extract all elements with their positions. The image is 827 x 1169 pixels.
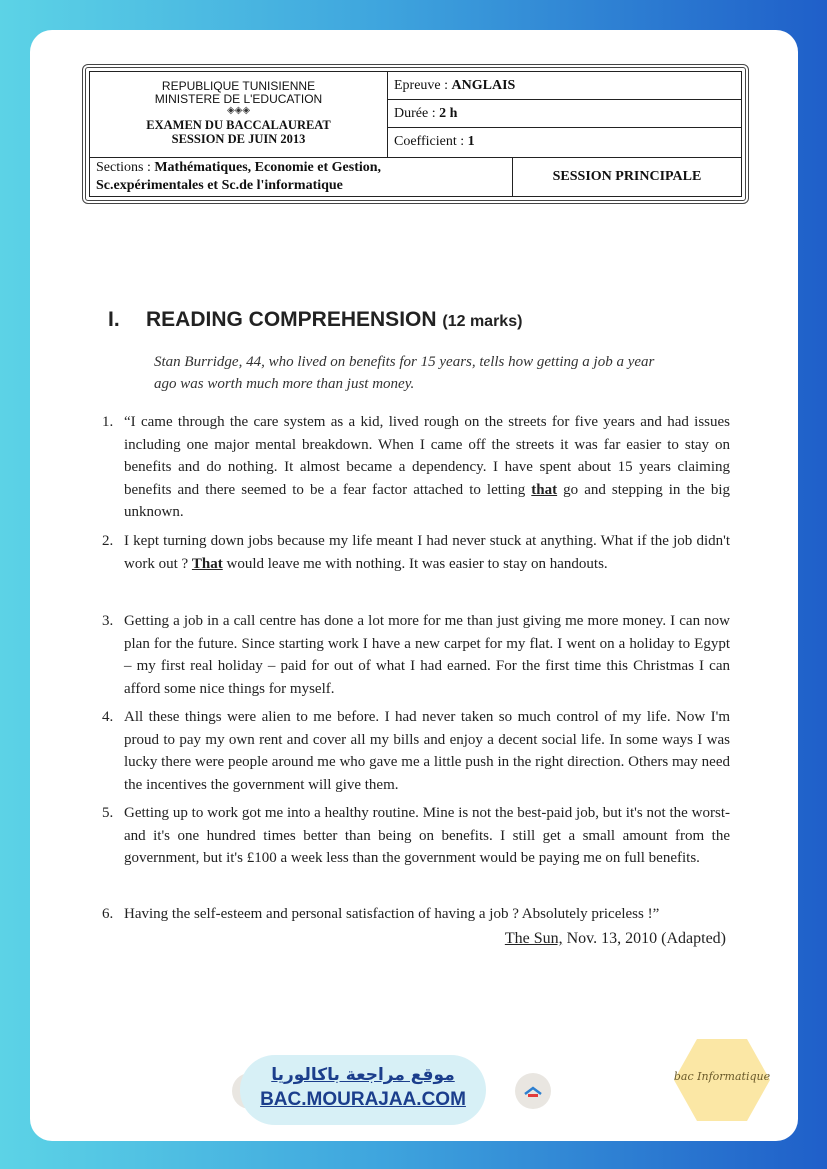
section-number: I.: [108, 308, 120, 331]
session-type: SESSION PRINCIPALE: [552, 169, 702, 184]
ministry-block: [90, 72, 388, 157]
exam-info-block: [387, 72, 741, 157]
paragraph-3: [102, 610, 730, 700]
ministry-label: MINISTERE DE L'EDUCATION: [154, 92, 323, 106]
epreuve-value: ANGLAIS: [451, 78, 516, 93]
paragraph-number: 2.: [102, 533, 114, 549]
source-date: Nov. 13, 2010 (Adapted): [562, 930, 726, 947]
paragraph-number: 1.: [102, 414, 114, 430]
paragraph-text: Having the self-esteem and personal satisfaction of having a job ? Absolutely priceless !”: [124, 906, 660, 922]
section-title-text: READING COMPREHENSION: [146, 308, 437, 331]
logo-text: bac Informatique: [673, 1070, 771, 1083]
sections-block: Sections : Mathématiques, Economie et Gestion, Sc.expérimentales et Sc.de l'informatique: [90, 158, 513, 196]
paragraph-text: All these things were alien to me before. I had never taken so much control of my life. Now I'm proud to pay my own rent and cover all my bills and enjoy a decent social life. In some ways I was lucky there were people around me who gave me a little push in the right direction. Others may need the incentives the government will give them.: [124, 709, 730, 793]
epreuve-row: Epreuve : ANGLAIS: [387, 72, 741, 100]
intro-text: Stan Burridge, 44, who lived on benefits for 15 years, tells how getting a job a year ago was worth much more than just money.: [154, 354, 655, 392]
paragraph-text: Getting a job in a call centre has done a lot more for me than just giving me more money. I can now plan for the future. Since starting work I have a new carpet for my flat. I went on a holiday to Egypt – my first real holiday – paid for out of what I had earned. For the first time this Christmas I can afford some nice things for myself.: [124, 613, 730, 697]
coefficient-row: Coefficient : 1: [394, 134, 475, 149]
website-url-link[interactable]: BAC.MOURAJAA.COM: [260, 1089, 466, 1110]
paragraph-number: 6.: [102, 906, 114, 922]
paragraph-4: [102, 706, 730, 796]
exam-header-box: [82, 64, 749, 204]
website-badge[interactable]: [240, 1055, 486, 1125]
paragraph-number: 3.: [102, 613, 114, 629]
paragraph-5: [102, 802, 730, 870]
section-marks: (12 marks): [442, 313, 523, 330]
paragraph-number: 4.: [102, 709, 114, 725]
website-arabic-name[interactable]: موقع مراجعة باكالوريا: [271, 1065, 455, 1085]
paragraph-6: [102, 903, 730, 926]
paragraph-text: Getting up to work got me into a healthy routine. Mine is not the best-paid job, but it's not the worst-and it's one hundred times better than being on benefits. I still get a small amount from the government, but it's £100 a week less than the government would be paying me on full benefits.: [124, 805, 730, 866]
source-name: The Sun,: [504, 930, 563, 947]
ornament: ◈◈◈: [226, 105, 251, 116]
section-title: [108, 308, 522, 332]
paragraph-number: 5.: [102, 805, 114, 821]
paragraph-2: 2. I kept turning down jobs because my life meant I had never stuck at anything. What if the job didn't work out ? That would leave me with nothing. It was easier to stay on handouts.: [102, 530, 730, 575]
exam-label: EXAMEN DU BACCALAUREAT: [146, 118, 331, 132]
source-citation: [505, 930, 726, 948]
republic-label: REPUBLIQUE TUNISIENNE: [161, 79, 316, 93]
keyword-that-2: That: [191, 555, 223, 572]
coefficient-value: 1: [467, 134, 475, 149]
site-logo-right-icon: [515, 1073, 551, 1109]
sections-line-1: Mathématiques, Economie et Gestion,: [154, 160, 382, 175]
session-date: SESSION DE JUIN 2013: [171, 132, 306, 146]
duree-row: Durée : 2 h: [387, 100, 741, 128]
keyword-that: that: [531, 481, 558, 498]
sections-line-2: Sc.expérimentales et Sc.de l'informatique: [96, 178, 343, 193]
duree-value: 2 h: [439, 106, 458, 121]
exam-page: [30, 30, 798, 1141]
bac-informatique-logo: [672, 1037, 772, 1123]
paragraph-1: 1. “I came through the care system as a kid, lived rough on the streets for five years and had issues including one major mental breakdown. When I came off the streets it was far easier to stay on benefits and do nothing. It almost became a dependency. I have spent about 15 years claiming benefits and there seemed to be a fear factor attached to letting that go and stepping in the big unknown.: [102, 411, 730, 524]
